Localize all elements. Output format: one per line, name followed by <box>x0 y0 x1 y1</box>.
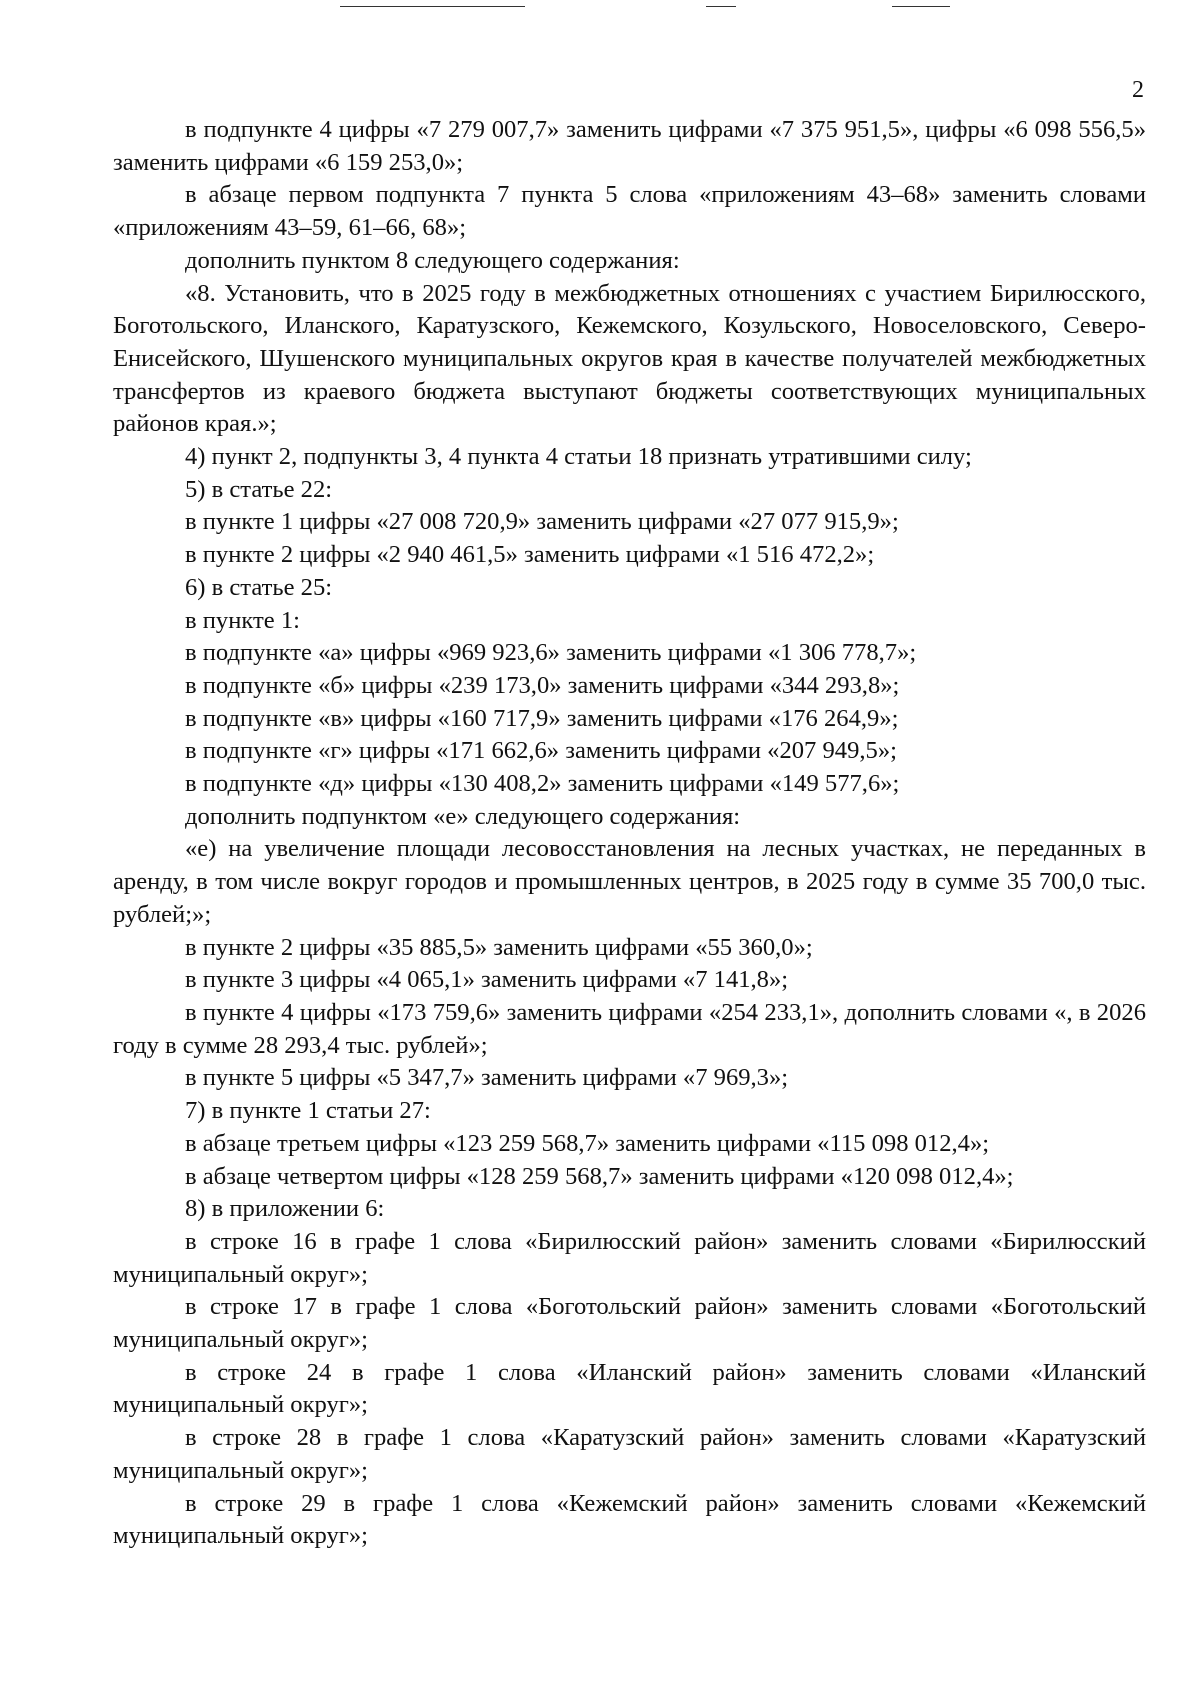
paragraph: в пункте 2 цифры «2 940 461,5» заменить цифрами «1 516 472,2»; <box>185 541 875 569</box>
paragraph: в пункте 4 цифры «173 759,6» заменить цифрами «254 233,1», дополнить словами «, в 2026 году в сумме 28 293,4 тыс. рублей»; <box>113 998 1146 1059</box>
scan-edge-mark <box>340 6 525 7</box>
paragraph: в строке 24 в графе 1 слова «Иланский район» заменить словами «Иланский муниципальный округ»; <box>113 1358 1146 1419</box>
scan-edge-marks <box>0 6 1200 12</box>
paragraph: в пункте 2 цифры «35 885,5» заменить цифрами «55 360,0»; <box>185 933 813 961</box>
paragraph: 5) в статье 22: <box>185 475 333 503</box>
paragraph: 6) в статье 25: <box>185 573 333 601</box>
paragraph: в подпункте «г» цифры «171 662,6» заменить цифрами «207 949,5»; <box>185 737 897 765</box>
paragraph: дополнить пунктом 8 следующего содержания: <box>185 246 680 274</box>
paragraph: в абзаце первом подпункта 7 пункта 5 слова «приложениям 43–68» заменить словами «приложениям 43–59, 61–66, 68»; <box>113 181 1146 242</box>
paragraph: в абзаце четвертом цифры «128 259 568,7» заменить цифрами «120 098 012,4»; <box>185 1162 1014 1190</box>
paragraph: в строке 28 в графе 1 слова «Каратузский район» заменить словами «Каратузский муниципальный округ»; <box>113 1424 1146 1484</box>
paragraph: в строке 29 в графе 1 слова «Кежемский район» заменить словами «Кежемский муниципальный округ»; <box>113 1489 1146 1550</box>
paragraph: в подпункте «а» цифры «969 923,6» заменить цифрами «1 306 778,7»; <box>185 639 917 667</box>
paragraph: в подпункте «д» цифры «130 408,2» заменить цифрами «149 577,6»; <box>185 770 900 798</box>
paragraph: в пункте 3 цифры «4 065,1» заменить цифрами «7 141,8»; <box>185 966 789 994</box>
paragraph: 7) в пункте 1 статьи 27: <box>185 1097 431 1125</box>
scan-edge-mark <box>892 6 950 7</box>
page-number: 2 <box>1132 77 1144 103</box>
paragraph: «е) на увеличение площади лесовосстановления на лесных участках, не переданных в аренду, в том числе вокруг городов и промышленных центров, в 2025 году в сумме 35 700,0 тыс. рублей;»; <box>113 835 1146 928</box>
paragraph: 4) пункт 2, подпункты 3, 4 пункта 4 статьи 18 признать утратившими силу; <box>185 443 972 471</box>
paragraph: дополнить подпунктом «е» следующего содержания: <box>185 802 741 830</box>
paragraph: 8) в приложении 6: <box>185 1195 385 1223</box>
paragraph: в подпункте «б» цифры «239 173,0» заменить цифрами «344 293,8»; <box>185 671 900 699</box>
paragraph: в строке 16 в графе 1 слова «Бирилюсский район» заменить словами «Бирилюсский муниципальный округ»; <box>113 1227 1146 1288</box>
paragraph: в пункте 1: <box>185 606 300 634</box>
paragraph: в строке 17 в графе 1 слова «Боготольский район» заменить словами «Боготольский муниципальный округ»; <box>113 1293 1146 1354</box>
paragraph: «8. Установить, что в 2025 году в межбюджетных отношениях с участием Бирилюсского, Боготольского, Иланского, Каратузского, Кежемского, Козульского, Новоселовского, Северо-Енисейского, Шушенского муниципальных округов края в качестве получателей межбюджетных трансфертов из краевого бюджета выступают бюджеты соответствующих муниципальных районов края.»; <box>113 279 1146 438</box>
paragraph: в абзаце третьем цифры «123 259 568,7» заменить цифрами «115 098 012,4»; <box>185 1129 990 1157</box>
scan-edge-mark <box>706 6 736 7</box>
paragraph: в подпункте 4 цифры «7 279 007,7» заменить цифрами «7 375 951,5», цифры «6 098 556,5» заменить цифрами «6 159 253,0»; <box>113 116 1146 176</box>
paragraph: в пункте 5 цифры «5 347,7» заменить цифрами «7 969,3»; <box>185 1064 789 1092</box>
paragraph: в пункте 1 цифры «27 008 720,9» заменить цифрами «27 077 915,9»; <box>185 508 899 536</box>
document-body <box>113 114 1146 1553</box>
paragraph: в подпункте «в» цифры «160 717,9» заменить цифрами «176 264,9»; <box>185 704 899 732</box>
